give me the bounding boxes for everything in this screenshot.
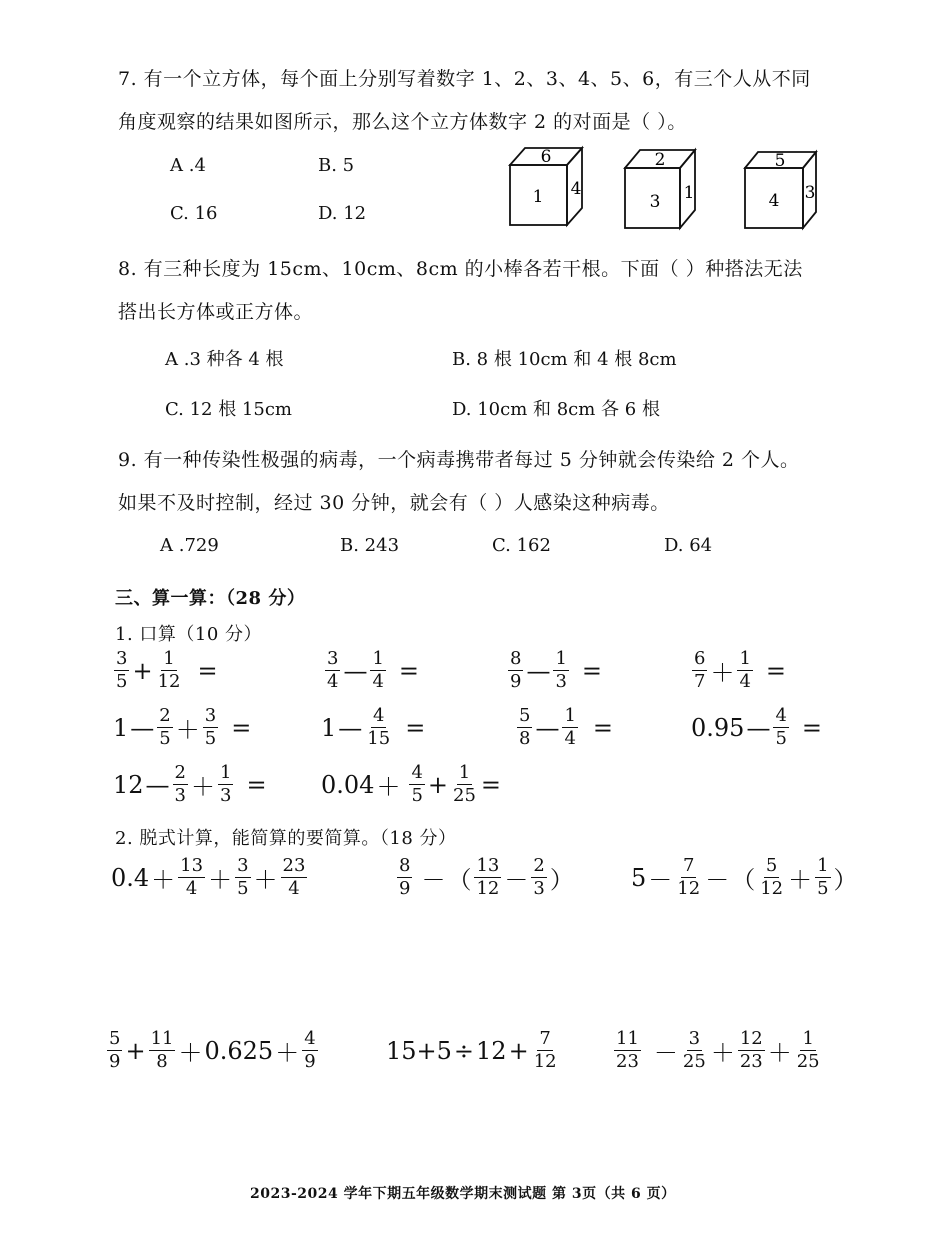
cube-1-top: 6 <box>540 147 552 167</box>
calc-6: $\frac{11}{23}$ － $\frac{3}{25}$ ＋ $\frac{12}{23}$ ＋ $\frac{1}{25}$ <box>616 1028 820 1072</box>
q7-option-a: A .4 <box>170 155 206 176</box>
cube-1-side: 4 <box>570 179 582 199</box>
q7-option-d: D. 12 <box>318 203 367 224</box>
q8-line2: 搭出长方体或正方体。 <box>118 301 314 323</box>
q9-line1: 9. 有一种传染性极强的病毒，一个病毒携带者每过 5 分钟就会传染给 2 个人。 <box>118 449 800 471</box>
calc-4: $\frac{5}{9}$ + $\frac{11}{8}$ ＋ 0.625 ＋ $\frac{4}{9}$ <box>109 1028 316 1072</box>
q8-option-d: D. 10cm 和 8cm 各 6 根 <box>452 399 660 420</box>
oral-1: $\frac{3}{5}$ + $\frac{1}{12}$ = <box>116 648 218 692</box>
oral-9: 12 — $\frac{2}{3}$ ＋ $\frac{1}{3}$ = <box>113 762 267 806</box>
calc-5: 15+5 ÷ 12 + $\frac{7}{12}$ <box>386 1028 557 1072</box>
q9-option-a: A .729 <box>160 535 219 556</box>
q8-option-c: C. 12 根 15cm <box>165 399 292 420</box>
cube-1-front: 1 <box>532 187 544 207</box>
oral-6: 1 — $\frac{4}{15}$ = <box>321 705 426 749</box>
cube-3-side: 3 <box>804 183 816 203</box>
q7-line2: 角度观察的结果如图所示，那么这个立方体数字 2 的对面是（ ）。 <box>118 111 687 133</box>
calc-3: 5 － $\frac{7}{12}$ － （ $\frac{5}{12}$ ＋ $\frac{1}{5}$ ） <box>631 855 858 899</box>
q9-line2: 如果不及时控制，经过 30 分钟，就会有（ ）人感染这种病毒。 <box>118 492 670 514</box>
calc-2: $\frac{8}{9}$ － （ $\frac{13}{12}$ － $\frac{2}{3}$ ） <box>399 855 574 899</box>
cube-2-front: 3 <box>649 192 661 212</box>
cube-2-side: 1 <box>683 183 695 203</box>
oral-2: $\frac{3}{4}$ — $\frac{1}{4}$ = <box>327 648 420 692</box>
oral-5: 1 — $\frac{2}{5}$ ＋ $\frac{3}{5}$ = <box>113 705 252 749</box>
q7-option-b: B. 5 <box>318 155 355 176</box>
oral-3: $\frac{8}{9}$ — $\frac{1}{3}$ = <box>510 648 603 692</box>
q9-option-d: D. 64 <box>664 535 713 556</box>
written-calc-title: 2. 脱式计算，能简算的要简算。（18 分） <box>115 828 457 849</box>
oral-7: $\frac{5}{8}$ — $\frac{1}{4}$ = <box>519 705 614 749</box>
oral-8: 0.95 — $\frac{4}{5}$ = <box>691 705 822 749</box>
q9-option-c: C. 162 <box>492 535 551 556</box>
section-3-title: 三、算一算：（28 分） <box>115 588 306 609</box>
q8-option-a: A .3 种各 4 根 <box>165 349 284 370</box>
cube-3-top: 5 <box>774 151 786 171</box>
cube-2-top: 2 <box>654 150 666 170</box>
cube-figures <box>500 140 830 235</box>
cube-3 <box>745 151 816 228</box>
oral-calc-title: 1. 口算（10 分） <box>115 624 263 645</box>
cube-2 <box>625 150 695 228</box>
cube-1 <box>510 147 582 225</box>
cube-3-front: 4 <box>768 191 780 211</box>
q9-option-b: B. 243 <box>340 535 400 556</box>
q7-option-c: C. 16 <box>170 203 218 224</box>
page-footer: 2023-2024 学年下期五年级数学期末测试题 第 3页（共 6 页） <box>250 1186 676 1202</box>
calc-1: 0.4 ＋ $\frac{13}{4}$ ＋ $\frac{3}{5}$ ＋ $\frac{23}{4}$ <box>111 855 306 899</box>
q7-line1: 7. 有一个立方体，每个面上分别写着数字 1、2、3、4、5、6，有三个人从不同 <box>118 68 811 90</box>
oral-10: 0.04 ＋ $\frac{4}{5}$ + $\frac{1}{25}$ = <box>321 762 502 806</box>
q8-line1: 8. 有三种长度为 15cm、10cm、8cm 的小棒各若干根。下面（ ）种搭法无法 <box>118 258 803 280</box>
oral-4: $\frac{6}{7}$ ＋ $\frac{1}{4}$ = <box>694 648 787 692</box>
q8-option-b: B. 8 根 10cm 和 4 根 8cm <box>452 349 677 370</box>
